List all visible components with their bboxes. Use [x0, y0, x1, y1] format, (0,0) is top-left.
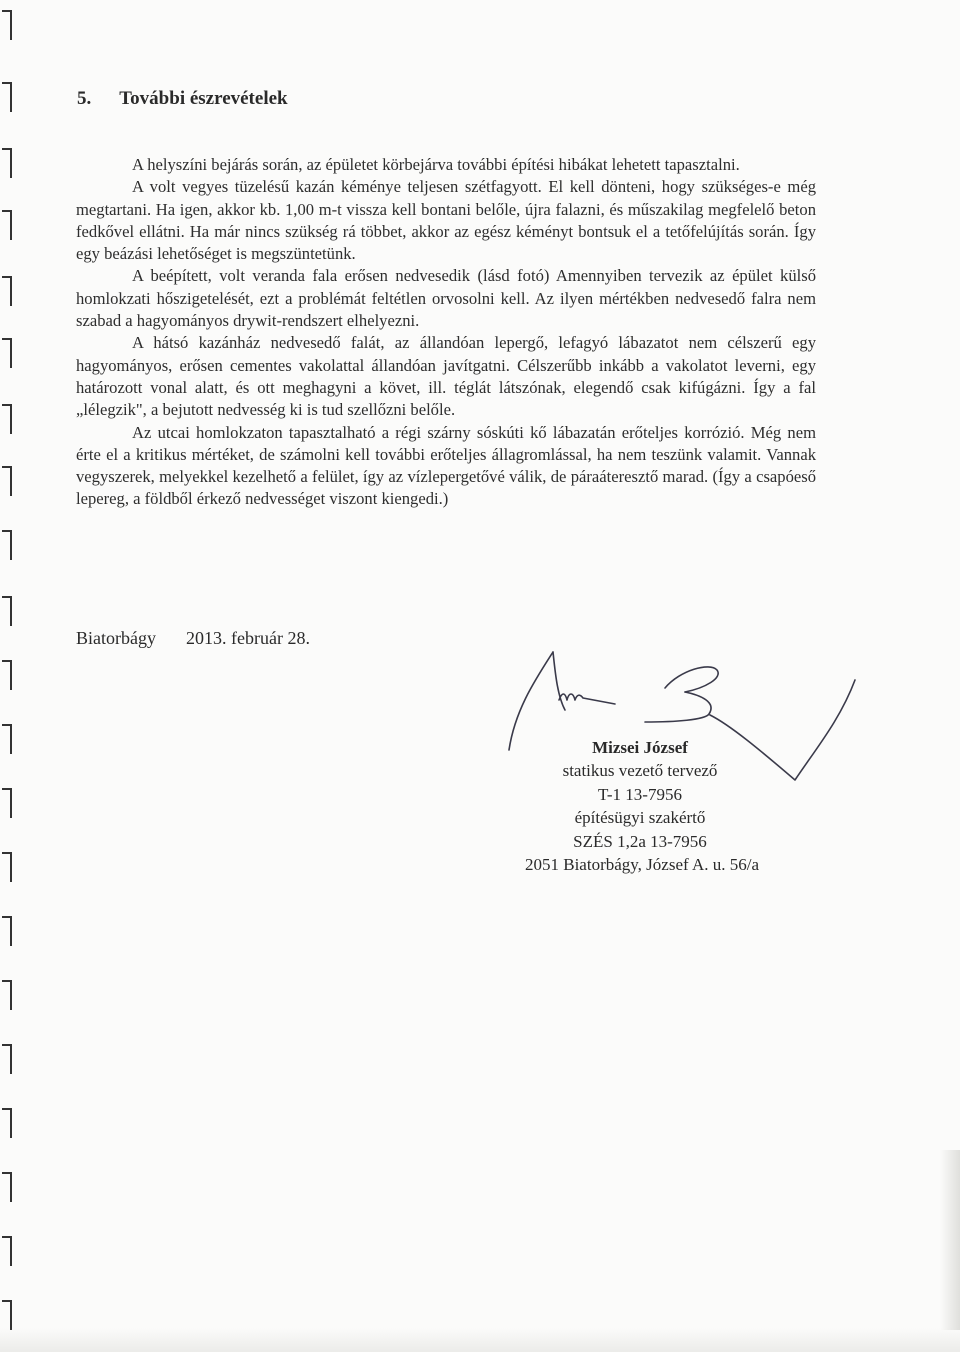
signer-expert-license: SZÉS 1,2a 13-7956: [573, 831, 707, 851]
binding-mark: [2, 788, 12, 818]
paragraph: A beépített, volt veranda fala erősen nedvesedik (lásd fotó) Amennyiben tervezik az épület külső homlokzati hőszigetelését, ezt a problémát feltétlen orvosolni kell. Az ilyen mértékben nedvesedő falra nem szabad a hagyományos drywit-rendszert elhelyezni.: [76, 266, 816, 331]
paragraph: A volt vegyes tüzelésű kazán kéménye teljesen szétfagyott. El kell dönteni, hogy szükséges-e még megtartani. Ha igen, akkor kb. 1,00 m-t vissza kell bontani belőle, újra falazni, és műszakilag megfelelő beton fedkővel ellátni. Ha már nincs szükség rá többet, akkor az egész kéményt bontsuk el a tetőfelújítás során. Így egy beázási lehetőséget is megszüntetünk.: [76, 177, 816, 264]
binding-mark: [2, 1044, 12, 1074]
binding-mark: [2, 466, 12, 496]
binding-mark: [2, 530, 12, 560]
section-title: További észrevételek: [119, 88, 288, 109]
section-heading: [77, 88, 288, 110]
binding-mark: [2, 980, 12, 1010]
signer-role: építésügyi szakértő: [574, 808, 706, 828]
binding-mark: [2, 338, 12, 368]
paragraph: Az utcai homlokzaton tapasztalható a régi szárny sóskúti kő lábazatán erőteljes korrózió. Még nem érte el a kritikus mértéket, de számolni kell további erőteljes állagromlással, ha nem teszünk valamit. Vannak vegyszerek, melyekkel kezelhető a felület, így az vízlepergetővé válik, de páraáteresztő marad. (Így a csapóeső lepereg, a földből érkező nedvességet viszont kiengedi.): [76, 422, 816, 509]
signer-title: statikus vezető tervező: [562, 761, 718, 781]
binding-mark: [2, 148, 12, 178]
binding-mark: [2, 210, 12, 240]
binding-mark: [2, 1108, 12, 1138]
binding-mark: [2, 82, 12, 112]
date: 2013. február 28.: [185, 628, 310, 648]
binding-mark: [2, 10, 12, 40]
binding-mark: [2, 916, 12, 946]
binding-mark: [2, 596, 12, 626]
binding-mark: [2, 660, 12, 690]
signature-block: [480, 736, 800, 876]
binding-mark: [2, 404, 12, 434]
scan-noise-right: [940, 1150, 960, 1330]
binding-mark: [2, 1172, 12, 1202]
binding-mark: [2, 276, 12, 306]
signer-name: Mizsei József: [592, 738, 688, 757]
binding-mark: [2, 1236, 12, 1266]
scan-noise-bottom: [0, 1328, 960, 1352]
binding-mark: [2, 1300, 12, 1330]
body-text: [76, 154, 816, 511]
binding-margin-marks: [0, 0, 14, 1352]
binding-mark: [2, 724, 12, 754]
section-number: 5.: [77, 88, 92, 109]
paragraph: A hátsó kazánház nedvesedő falát, az állandóan lepergő, lefagyó lábazatot nem célszerű egy hagyományos, erősen cementes vakolattal állandóan javítgatni. Célszerűbb inkább a vakolatot leverni, egy határozott vonal alatt, és ott meghagyni a követ, ill. téglát látszónak, elegendő csak kifúgázni. Így a fal „lélegzik", a bejutott nedvesség ki is tud szellőzni belőle.: [76, 333, 816, 420]
place-date: [76, 628, 310, 649]
binding-mark: [2, 852, 12, 882]
signer-license: T-1 13-7956: [598, 784, 682, 804]
paragraph: A helyszíni bejárás során, az épületet körbejárva további építési hibákat lehetett tapasztalni.: [132, 155, 740, 174]
place: Biatorbágy: [76, 628, 156, 648]
signer-address: 2051 Biatorbágy, József A. u. 56/a: [524, 855, 760, 875]
